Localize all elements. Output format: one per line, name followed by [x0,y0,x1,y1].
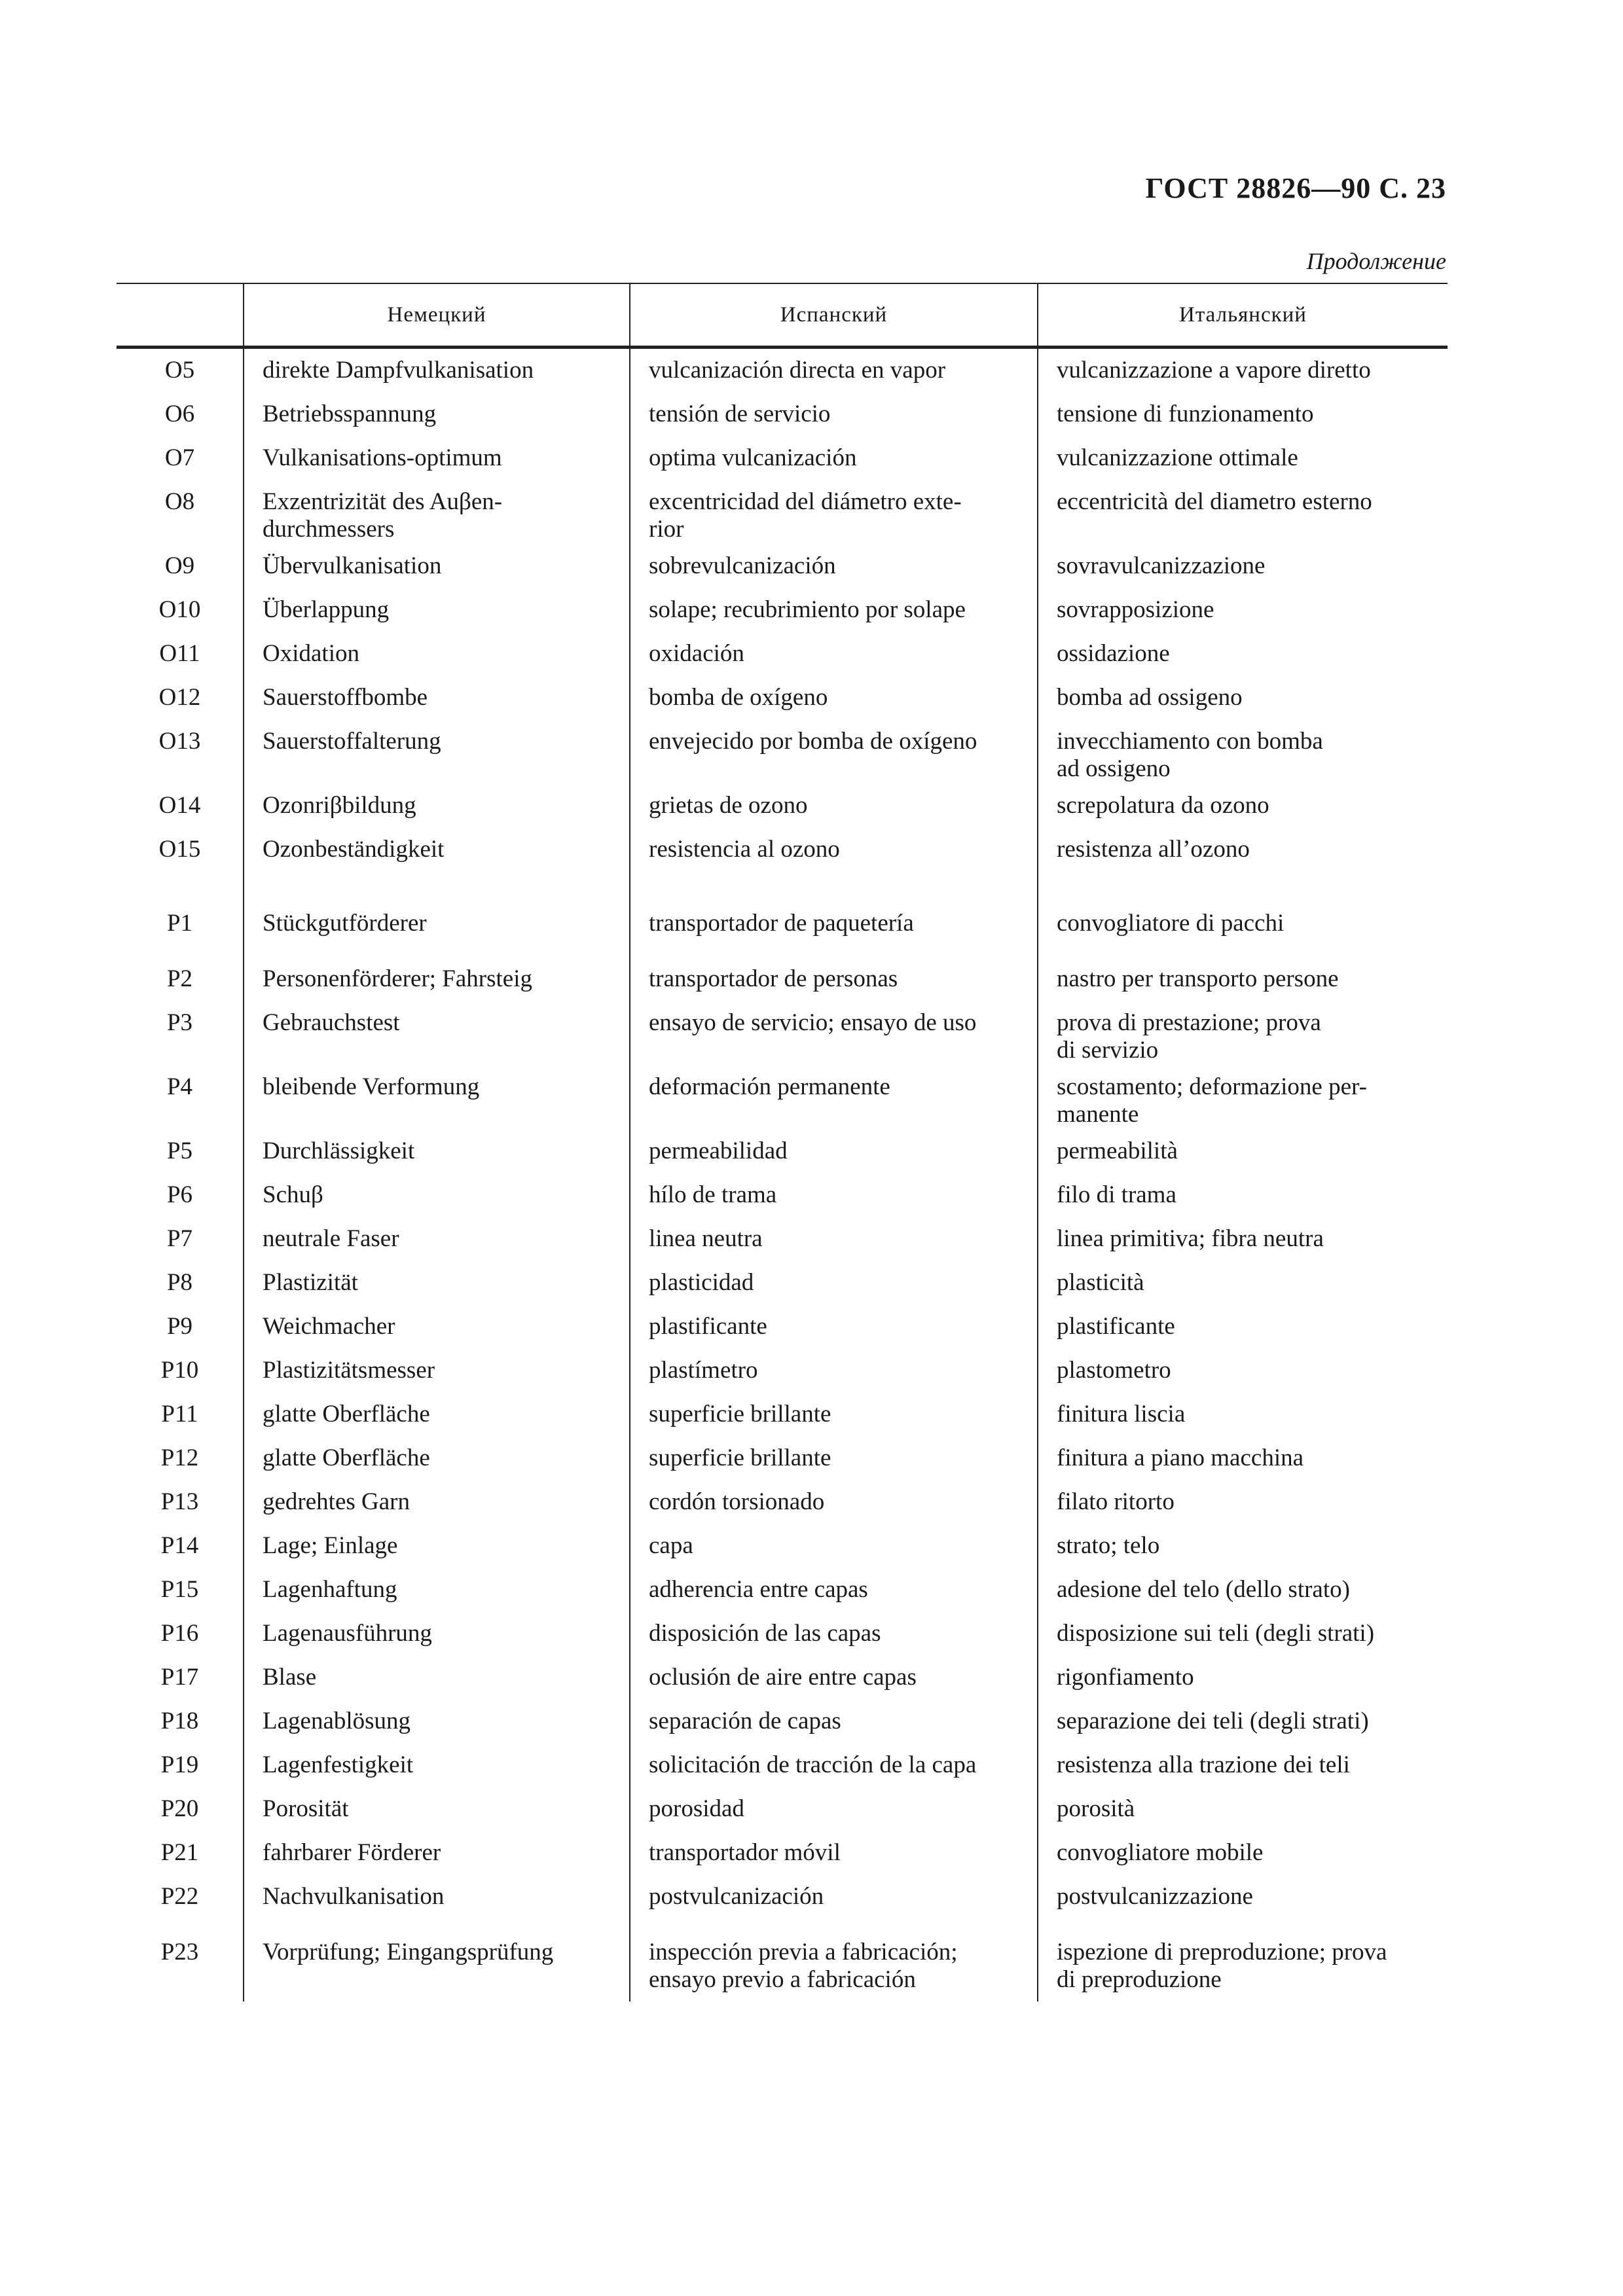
table-row [117,783,1448,827]
term-code: P13 [160,1488,199,1515]
table-row [117,543,1448,587]
german-term: glatte Oberfläche [244,1435,630,1479]
table-row [117,1128,1448,1172]
german-term: Ozonbeständigkeit [244,827,630,870]
italian-term: filo di trama [1038,1172,1448,1216]
spanish-term: resistencia al ozono [630,827,1038,870]
italian-term: resistenza alla trazione dei teli [1038,1742,1448,1786]
italian-term: ispezione di preproduzione; prova di preproduzione [1038,1918,1448,2001]
table-row [117,1064,1448,1128]
spanish-term: vulcanización directa en vapor [630,348,1038,392]
italian-term: separazione dei teli (degli strati) [1038,1698,1448,1742]
spanish-term: deformación permanente [630,1064,1038,1128]
term-code: P5 [166,1138,193,1164]
term-code: O9 [164,552,195,579]
table-row [117,944,1448,1000]
german-term: Lagenausführung [244,1611,630,1655]
table-row [117,1391,1448,1435]
spanish-term: bomba de oxígeno [630,675,1038,719]
continuation-label: Продолжение [1306,248,1446,274]
term-code: P19 [160,1751,199,1778]
term-code: O6 [164,401,195,427]
term-code: P9 [166,1313,193,1340]
spanish-term: superficie brillante [630,1435,1038,1479]
italian-term: bomba ad ossigeno [1038,675,1448,719]
german-term: Durchlässigkeit [244,1128,630,1172]
table-row [117,1260,1448,1304]
italian-term: tensione di funzionamento [1038,391,1448,435]
table-row [117,1000,1448,1064]
table-header-row [117,283,1448,348]
table-row [117,1655,1448,1698]
italian-term: postvulcanizzazione [1038,1874,1448,1918]
italian-term: linea primitiva; fibra neutra [1038,1216,1448,1260]
table-row [117,870,1448,944]
italian-term: nastro per transporto persone [1038,944,1448,1000]
german-term: Lagenfestigkeit [244,1742,630,1786]
spanish-term: porosidad [630,1786,1038,1830]
spanish-term: plastificante [630,1304,1038,1348]
term-code: P2 [166,965,193,992]
table-row [117,391,1448,435]
italian-term: vulcanizzazione a vapore diretto [1038,348,1448,392]
italian-term: porosità [1038,1786,1448,1830]
german-term: direkte Dampfvulkanisation [244,348,630,392]
italian-term: finitura a piano macchina [1038,1435,1448,1479]
german-term: Weichmacher [244,1304,630,1348]
term-code: O14 [158,792,201,819]
german-term: bleibende Verformung [244,1064,630,1128]
german-term: Exzentrizität des Auβen- durchmessers [244,479,630,543]
spanish-term: superficie brillante [630,1391,1038,1435]
german-term: Plastizitätsmesser [244,1348,630,1391]
table-row [117,1304,1448,1348]
german-term: Porosität [244,1786,630,1830]
german-term: Lagenablösung [244,1698,630,1742]
term-code: P14 [160,1532,199,1559]
spanish-term: disposición de las capas [630,1611,1038,1655]
italian-term: disposizione sui teli (degli strati) [1038,1611,1448,1655]
table-row [117,1918,1448,2001]
table-row [117,1874,1448,1918]
terms-table [117,283,1448,2001]
italian-term: sovrapposizione [1038,587,1448,631]
german-term: Personenförderer; Fahrsteig [244,944,630,1000]
italian-term: plastometro [1038,1348,1448,1391]
term-code: P6 [166,1181,193,1208]
table-row [117,1830,1448,1874]
term-code: O11 [159,640,200,667]
italian-term: resistenza all’ozono [1038,827,1448,870]
spanish-term: transportador de personas [630,944,1038,1000]
header-spanish: Испанский [630,283,1038,348]
spanish-term: inspección previa a fabricación; ensayo previo a fabricación [630,1918,1038,2001]
spanish-term: permeabilidad [630,1128,1038,1172]
german-term: Betriebsspannung [244,391,630,435]
italian-term: ossidazione [1038,631,1448,675]
table-row [117,1435,1448,1479]
spanish-term: solape; recubrimiento por solape [630,587,1038,631]
german-term: Gebrauchstest [244,1000,630,1064]
table-row [117,1523,1448,1567]
italian-term: sovravulcanizzazione [1038,543,1448,587]
term-code: P12 [160,1444,199,1471]
term-code: P20 [160,1795,199,1822]
term-code: O10 [158,596,201,623]
term-code: O7 [164,444,195,471]
term-code: P21 [160,1839,199,1866]
term-code: P15 [160,1576,199,1603]
term-code: P11 [161,1401,198,1427]
spanish-term: plasticidad [630,1260,1038,1304]
italian-term: vulcanizzazione ottimale [1038,435,1448,479]
spanish-term: grietas de ozono [630,783,1038,827]
table-row [117,435,1448,479]
spanish-term: separación de capas [630,1698,1038,1742]
header-german: Немецкий [244,283,630,348]
spanish-term: oxidación [630,631,1038,675]
spanish-term: tensión de servicio [630,391,1038,435]
spanish-term: sobrevulcanización [630,543,1038,587]
italian-term: adesione del telo (dello strato) [1038,1567,1448,1611]
term-code: P3 [166,1009,193,1036]
german-term: Oxidation [244,631,630,675]
term-code: P16 [160,1620,199,1647]
term-code: P1 [166,910,193,937]
german-term: neutrale Faser [244,1216,630,1260]
term-code: P8 [166,1269,193,1296]
table-row [117,1786,1448,1830]
table-row [117,675,1448,719]
italian-term: screpolatura da ozono [1038,783,1448,827]
german-term: Nachvulkanisation [244,1874,630,1918]
table-row [117,1172,1448,1216]
spanish-term: optima vulcanización [630,435,1038,479]
german-term: Übervulkanisation [244,543,630,587]
table-row [117,1698,1448,1742]
italian-term: strato; telo [1038,1523,1448,1567]
table-row [117,1567,1448,1611]
italian-term: prova di prestazione; prova di servizio [1038,1000,1448,1064]
italian-term: eccentricità del diametro esterno [1038,479,1448,543]
term-code: O5 [164,357,195,384]
spanish-term: oclusión de aire entre capas [630,1655,1038,1698]
spanish-term: envejecido por bomba de oxígeno [630,719,1038,783]
term-code: P23 [160,1939,199,1965]
term-code: P22 [160,1883,199,1910]
table-row [117,631,1448,675]
italian-term: invecchiamento con bomba ad ossigeno [1038,719,1448,783]
table-row [117,827,1448,870]
header-italian: Итальянский [1038,283,1448,348]
german-term: Lage; Einlage [244,1523,630,1567]
table-row [117,1216,1448,1260]
italian-term: convogliatore mobile [1038,1830,1448,1874]
spanish-term: ensayo de servicio; ensayo de uso [630,1000,1038,1064]
german-term: Schuβ [244,1172,630,1216]
spanish-term: solicitación de tracción de la capa [630,1742,1038,1786]
italian-term: permeabilità [1038,1128,1448,1172]
german-term: Plastizität [244,1260,630,1304]
table-row [117,1742,1448,1786]
table-row [117,1611,1448,1655]
term-code: P4 [166,1073,193,1100]
german-term: fahrbarer Förderer [244,1830,630,1874]
italian-term: filato ritorto [1038,1479,1448,1523]
german-term: Sauerstoffbombe [244,675,630,719]
table-row [117,1479,1448,1523]
german-term: Vulkanisations-optimum [244,435,630,479]
term-code: O13 [158,728,201,755]
term-code: O8 [164,488,195,515]
table-row [117,587,1448,631]
italian-term: finitura liscia [1038,1391,1448,1435]
spanish-term: transportador de paquetería [630,870,1038,944]
german-term: glatte Oberfläche [244,1391,630,1435]
header-code [117,283,244,348]
spanish-term: cordón torsionado [630,1479,1038,1523]
german-term: Sauerstoffalterung [244,719,630,783]
italian-term: rigonfiamento [1038,1655,1448,1698]
italian-term: convogliatore di pacchi [1038,870,1448,944]
german-term: Lagenhaftung [244,1567,630,1611]
term-code: P7 [166,1225,193,1252]
terms-body [117,348,1448,2002]
page-header: ГОСТ 28826—90 С. 23 [1145,172,1446,204]
spanish-term: adherencia entre capas [630,1567,1038,1611]
term-code: O15 [158,836,201,863]
spanish-term: plastímetro [630,1348,1038,1391]
term-code: P17 [160,1664,199,1691]
spanish-term: transportador móvil [630,1830,1038,1874]
spanish-term: capa [630,1523,1038,1567]
german-term: gedrehtes Garn [244,1479,630,1523]
spanish-term: excentricidad del diámetro exte- rior [630,479,1038,543]
spanish-term: postvulcanización [630,1874,1038,1918]
italian-term: plastificante [1038,1304,1448,1348]
german-term: Blase [244,1655,630,1698]
table-row [117,479,1448,543]
german-term: Stückgutförderer [244,870,630,944]
term-code: O12 [158,684,201,711]
table-row [117,719,1448,783]
italian-term: scostamento; deformazione per- manente [1038,1064,1448,1128]
spanish-term: hílo de trama [630,1172,1038,1216]
german-term: Ozonriβbildung [244,783,630,827]
german-term: Vorprüfung; Eingangsprüfung [244,1918,630,2001]
german-term: Überlappung [244,587,630,631]
table-row [117,348,1448,392]
table-row [117,1348,1448,1391]
term-code: P18 [160,1708,199,1734]
italian-term: plasticità [1038,1260,1448,1304]
spanish-term: linea neutra [630,1216,1038,1260]
term-code: P10 [160,1357,199,1384]
